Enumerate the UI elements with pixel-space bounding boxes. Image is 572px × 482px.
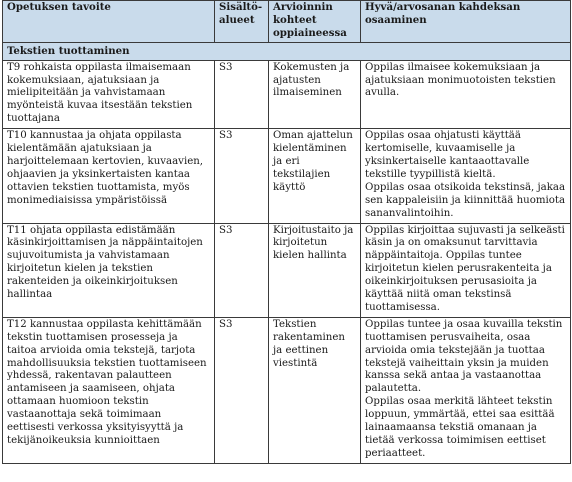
curriculum-table — [2, 0, 571, 464]
assessment-target-cell: Tekstien rakentaminen ja eettinen viestintä — [269, 317, 361, 463]
section-title: Tekstien tuottaminen — [3, 42, 571, 60]
criteria-paragraph: Oppilas osaa otsikoida tekstinsä, jakaa sen kappaleisiin ja kiinnittää huomiota sananvalintoihin. — [365, 181, 566, 219]
header-goal: Opetuksen tavoite — [3, 1, 215, 43]
header-criteria: Hyvä/arvosanan kahdeksan osaaminen — [361, 1, 571, 43]
goal-cell: T11 ohjata oppilasta edistämään käsinkirjoittamisen ja näppäintaitojen sujuvoitumista ja vahvistamaan kirjoitetun kielen ja tekstien rakenteiden ja oikeinkirjoituksen hallintaa — [3, 223, 215, 317]
goal-cell: T12 kannustaa oppilasta kehittämään tekstin tuottamisen prosesseja ja taitoa arvioida omia tekstejä, tarjota mahdollisuuksia tekstien tuottamiseen yhdessä, rakentavan palautteen antamiseen ja saamiseen, ohjata ottamaan huomioon tekstin vastaanottaja sekä toimimaan eettisesti verkossa yksityisyyttä ja tekijänoikeuksia kunnioittaen — [3, 317, 215, 463]
header-assessment-target: Arvioinnin kohteet oppiaineessa — [269, 1, 361, 43]
content-area-cell: S3 — [215, 223, 269, 317]
criteria-paragraph: Oppilas osaa merkitä lähteet tekstin loppuun, ymmärtää, ettei saa esittää lainaamaansa tekstiä omanaan ja tietää verkossa toimimisen eettiset periaatteet. — [365, 396, 555, 459]
criteria-paragraph: Oppilas kirjoittaa sujuvasti ja selkeästi käsin ja on omaksunut tarvittavia näppäintaitoja. Oppilas tuntee kirjoitetun kielen perusrakenteita ja oikeinkirjoituksen perusasioita ja käyttää niitä oman tekstinsä tuottamisessa. — [365, 224, 565, 313]
assessment-target-cell: Kirjoitustaito ja kirjoitetun kielen hallinta — [269, 223, 361, 317]
header-row — [3, 1, 571, 43]
criteria-cell — [361, 60, 571, 129]
table-row — [3, 129, 571, 223]
section-row — [3, 42, 571, 60]
table-row — [3, 317, 571, 463]
content-area-cell: S3 — [215, 60, 269, 129]
content-area-cell: S3 — [215, 129, 269, 223]
content-area-cell: S3 — [215, 317, 269, 463]
criteria-cell — [361, 223, 571, 317]
criteria-paragraph: Oppilas ilmaisee kokemuksiaan ja ajatuksiaan monimuotoisten tekstien avulla. — [365, 61, 556, 99]
header-content-area: Sisältö-alueet — [215, 1, 269, 43]
goal-cell: T9 rohkaista oppilasta ilmaisemaan kokemuksiaan, ajatuksiaan ja mielipiteitään ja vahvistamaan myönteistä kuvaa itsestään tekstien tuottajana — [3, 60, 215, 129]
table-row — [3, 60, 571, 129]
assessment-target-cell: Oman ajattelun kielentäminen ja eri tekstilajien käyttö — [269, 129, 361, 223]
assessment-target-cell: Kokemusten ja ajatusten ilmaiseminen — [269, 60, 361, 129]
criteria-cell — [361, 129, 571, 223]
goal-cell: T10 kannustaa ja ohjata oppilasta kielentämään ajatuksiaan ja harjoittelemaan kertovien, kuvaavien, ohjaavien ja yksinkertaisten kantaa ottavien tekstien tuottamista, myös monimediaisissa ympäristöissä — [3, 129, 215, 223]
criteria-paragraph: Oppilas osaa ohjatusti käyttää kertomiselle, kuvaamiselle ja yksinkertaiselle kantaaottavalle tekstille tyypillistä kieltä. — [365, 130, 530, 180]
table-row — [3, 223, 571, 317]
criteria-cell — [361, 317, 571, 463]
criteria-paragraph: Oppilas tuntee ja osaa kuvailla tekstin tuottamisen perusvaiheita, osaa arvioida omia tekstejään ja tuottaa tekstejä vaiheittain yksin ja muiden kanssa sekä antaa ja vastaanottaa palautetta. — [365, 318, 563, 395]
